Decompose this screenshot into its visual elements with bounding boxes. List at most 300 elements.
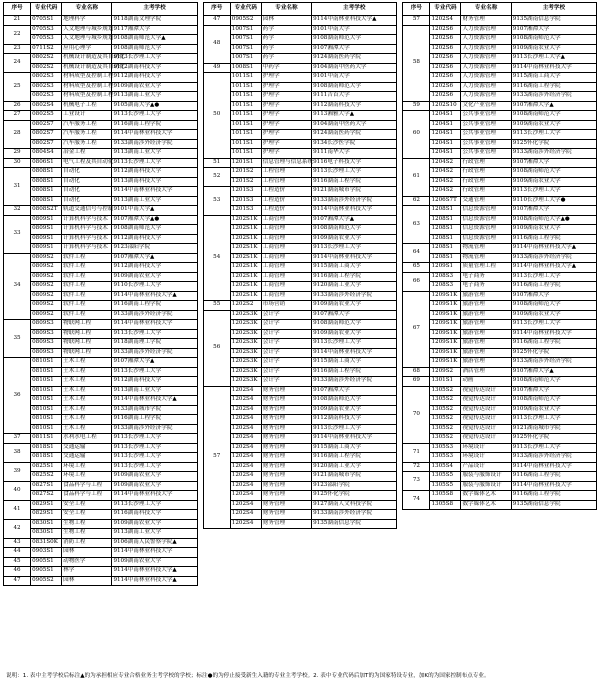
school-name: 9109湖南农业大学 <box>112 481 197 491</box>
major-code: 0809S1 <box>31 215 62 225</box>
school-name: 9113长沙理工大学 <box>112 500 197 510</box>
school-name: 9108湖南师范大学 <box>312 225 397 235</box>
school-name: 9120湖南工业大学 <box>312 282 397 292</box>
major-code: 0802S7 <box>31 130 62 140</box>
major-code: 1305S8 <box>430 500 461 510</box>
major-name: 工商管理 <box>261 225 311 235</box>
major-name: 机械电子工程 <box>62 101 112 111</box>
major-name: 电子商务 <box>461 272 511 282</box>
column-header: 专业代码 <box>230 3 261 16</box>
header-row <box>4 3 198 16</box>
major-name: 物联网工程 <box>62 329 112 339</box>
serial-number: 47 <box>203 16 230 26</box>
major-code: 0809S2 <box>31 291 62 301</box>
major-code: 1305S3 <box>430 453 461 463</box>
major-name: 机械设计制造及其自动化 <box>62 54 112 64</box>
major-code: 1007S1 <box>230 35 261 45</box>
table-row <box>403 44 597 54</box>
major-name: 财务管理 <box>261 386 311 396</box>
table-row <box>4 329 198 339</box>
school-name: 9111吉首大学 <box>312 92 397 102</box>
major-name: 公共事业管理 <box>461 111 511 121</box>
major-name: 环境工程 <box>62 462 112 472</box>
serial-number: 41 <box>4 500 31 519</box>
table-row <box>4 149 198 159</box>
major-name: 中药学 <box>261 63 311 73</box>
major-name: 人力资源管理 <box>461 54 511 64</box>
table-row <box>4 139 198 149</box>
school-name: 9107湘潭大学 <box>511 25 596 35</box>
table-row <box>4 367 198 377</box>
major-code: 1011S1 <box>230 120 261 130</box>
serial-number: 54 <box>203 215 230 301</box>
school-name: 9112湖南科技大学 <box>112 377 197 387</box>
major-code: 1202S6 <box>430 35 461 45</box>
school-name: 9107湘潭大学▲● <box>112 215 197 225</box>
major-code: 0811S1 <box>31 434 62 444</box>
table-row <box>403 415 597 425</box>
major-name: 旅游管理 <box>461 291 511 301</box>
school-name: 9108湖南师范大学 <box>511 111 596 121</box>
table-row <box>4 63 198 73</box>
serial-number: 57 <box>203 386 230 529</box>
school-name: 9115湖南工商大学 <box>312 263 397 273</box>
school-name: 9108湖南师范大学 <box>312 82 397 92</box>
major-name: 园林 <box>261 16 311 26</box>
school-name: 9113长沙理工大学 <box>112 111 197 121</box>
school-name: 9116湖南工程学院 <box>511 491 596 501</box>
table-row <box>203 139 397 149</box>
table-row <box>4 557 198 567</box>
major-name: 财务管理 <box>261 405 311 415</box>
school-name: 9110长沙理工大学 <box>112 282 197 292</box>
school-name: 9108湖南师范大学▲ <box>112 35 197 45</box>
school-name: 9108湖南师范大学 <box>312 320 397 330</box>
table-row <box>203 196 397 206</box>
school-name: 9113湖南工业大学 <box>112 529 197 539</box>
school-name: 9114中南林业科技大学 <box>312 348 397 358</box>
school-name: 9116湖南工程学院 <box>312 272 397 282</box>
major-code: 0808S1 <box>31 196 62 206</box>
school-name: 9113长沙理工大学 <box>511 130 596 140</box>
major-name: 环境设计 <box>461 443 511 453</box>
major-code: 1202S4 <box>230 405 261 415</box>
serial-number: 32 <box>4 206 31 216</box>
major-name: 旅游管理 <box>461 329 511 339</box>
major-code: 0808S2T <box>31 206 62 216</box>
major-code: 0809S3 <box>31 320 62 330</box>
table-row <box>403 25 597 35</box>
major-name: 计算机科学与技术 <box>62 225 112 235</box>
school-name: 9113湖南科技大学 <box>112 177 197 187</box>
school-name: 9114中南林业科技大学 <box>511 462 596 472</box>
school-name: 9135湖南信息学院 <box>511 500 596 510</box>
school-name: 9133湖南城市学院 <box>112 405 197 415</box>
table-row <box>203 500 397 510</box>
school-name: 9101中南大学 <box>312 73 397 83</box>
column-header: 主考学校 <box>312 3 397 16</box>
table-row <box>403 396 597 406</box>
major-name: 会计学 <box>261 329 311 339</box>
footnote: 说明：1. 表中主考学校后标注▲的为承担相应专业合格业务主考学校的学校；标注●的为停止接受新生入籍的专业主考学校。2. 表中专业代码后加T的为国家特设专业，加K的为国家控制布点专业。 <box>6 673 490 679</box>
major-code: 1209S1K <box>430 301 461 311</box>
school-name: 9108湖南师范大学 <box>112 44 197 54</box>
school-name: 9133湖南涉外经济学院 <box>112 348 197 358</box>
major-name: 财务管理 <box>261 519 311 529</box>
major-code: 1011S1 <box>230 73 261 83</box>
major-name: 工商管理 <box>261 244 311 254</box>
table-row <box>403 424 597 434</box>
major-name: 信息资源管理 <box>461 225 511 235</box>
major-code: 0905S2 <box>31 576 62 586</box>
major-name: 安全工程 <box>62 500 112 510</box>
school-name: 9116湖南工程学院 <box>112 120 197 130</box>
school-name: 9108湖南师范大学 <box>312 35 397 45</box>
major-name: 土木工程 <box>62 386 112 396</box>
major-name: 地理科学 <box>62 16 112 26</box>
major-name: 信息管理与信息系统 <box>261 158 311 168</box>
major-name: 护理学 <box>261 92 311 102</box>
table-row <box>4 472 198 482</box>
major-code: 0809S2 <box>31 282 62 292</box>
major-name: 会计学 <box>261 358 311 368</box>
serial-number: 69 <box>403 377 430 387</box>
table-row <box>4 92 198 102</box>
major-code: 0808S1 <box>31 177 62 187</box>
school-name: 9104湖南中医药大学 <box>312 120 397 130</box>
table-row <box>403 472 597 482</box>
table-row <box>203 244 397 254</box>
major-code: 1202S4 <box>230 415 261 425</box>
major-code: 0810S1 <box>31 415 62 425</box>
table-row <box>203 396 397 406</box>
serial-number: 23 <box>4 44 31 54</box>
major-name: 财务管理 <box>261 500 311 510</box>
table-row <box>203 491 397 501</box>
exam-major-table-grid <box>3 2 597 666</box>
major-code: 1202S4 <box>230 472 261 482</box>
school-name: 9109湖南农业大学 <box>112 472 197 482</box>
school-name: 9109湖南农业大学 <box>112 272 197 282</box>
table-row <box>403 215 597 225</box>
major-code: 0705S3 <box>31 35 62 45</box>
major-name: 服装与服饰设计 <box>461 481 511 491</box>
serial-number: 55 <box>203 301 230 311</box>
major-code: 1204S2 <box>430 168 461 178</box>
major-code: 1202S4 <box>230 510 261 520</box>
serial-number: 46 <box>4 567 31 577</box>
major-code: 1209S2 <box>430 367 461 377</box>
serial-number: 42 <box>4 519 31 538</box>
table-row <box>203 462 397 472</box>
school-name: 9109湖南农业大学 <box>112 519 197 529</box>
major-code: 1204S2 <box>430 187 461 197</box>
school-name: 9113长沙理工大学 <box>511 187 596 197</box>
serial-number: 27 <box>4 111 31 121</box>
major-code: 1209S1 <box>430 263 461 273</box>
major-code: 0809S3 <box>31 348 62 358</box>
major-code: 1202S4 <box>230 462 261 472</box>
serial-number: 35 <box>4 320 31 358</box>
major-code: 1209S1K <box>430 329 461 339</box>
serial-number: 68 <box>403 367 430 377</box>
school-name: 9133湖南涉外经济学院 <box>312 196 397 206</box>
major-name: 工商管理 <box>261 263 311 273</box>
major-name: 工商管理 <box>261 282 311 292</box>
major-code: 0705S1 <box>31 16 62 26</box>
serial-number: 26 <box>4 101 31 111</box>
school-name: 9108湖南师范大学 <box>312 396 397 406</box>
major-name: 软件工程 <box>62 291 112 301</box>
column-header: 专业名称 <box>461 3 511 16</box>
table-row <box>4 453 198 463</box>
major-name: 公共事业管理 <box>461 139 511 149</box>
major-name: 材料成型及控制工程 <box>62 92 112 102</box>
school-name: 9127湖南人文科技学院 <box>312 500 397 510</box>
major-code: 1305S2 <box>430 434 461 444</box>
school-name: 9133湖南涉外经济学院 <box>112 139 197 149</box>
table-row <box>203 405 397 415</box>
major-name: 财务管理 <box>261 415 311 425</box>
major-name: 人力资源管理 <box>461 44 511 54</box>
serial-number: 58 <box>403 25 430 101</box>
major-name: 软件工程 <box>62 301 112 311</box>
school-name: 9114中南林业科技大学 <box>112 187 197 197</box>
major-name: 园林 <box>62 576 112 586</box>
major-code: 0809S2 <box>31 253 62 263</box>
major-code: 0810S1 <box>31 424 62 434</box>
major-name: 旅游管理 <box>461 339 511 349</box>
major-name: 信息资源管理 <box>461 206 511 216</box>
serial-number: 62 <box>403 196 430 206</box>
serial-number: 38 <box>4 443 31 462</box>
table-row <box>403 234 597 244</box>
major-name: 自动化 <box>62 187 112 197</box>
major-name: 交通运输 <box>62 443 112 453</box>
major-name: 物流管理 <box>461 253 511 263</box>
serial-number: 65 <box>403 263 430 273</box>
major-name: 行政管理 <box>461 177 511 187</box>
school-name: 9116湖南工程学院 <box>312 367 397 377</box>
major-name: 旅游管理 <box>461 348 511 358</box>
serial-number: 71 <box>403 443 430 462</box>
school-name: 9114中南林业科技大学 <box>112 130 197 140</box>
serial-number: 30 <box>4 158 31 168</box>
serial-number: 67 <box>403 291 430 367</box>
major-code: 0802S2 <box>31 63 62 73</box>
table-row <box>4 120 198 130</box>
school-name: 9115湖南工商大学 <box>511 73 596 83</box>
school-name: 9109湖南农业大学 <box>312 301 397 311</box>
school-name: 9109湖南农业大学 <box>511 310 596 320</box>
table-row <box>403 443 597 453</box>
major-code: 1202S4 <box>230 386 261 396</box>
table-row <box>4 491 198 501</box>
major-code: 1209S1K <box>430 358 461 368</box>
table-row <box>203 25 397 35</box>
table-row <box>203 291 397 301</box>
major-name: 护理学 <box>261 120 311 130</box>
table-row <box>403 177 597 187</box>
major-code: 1305S4 <box>430 462 461 472</box>
major-name: 物联网工程 <box>62 348 112 358</box>
school-name: 9124湖南医药学院 <box>312 130 397 140</box>
major-code: 0705S3 <box>31 25 62 35</box>
school-name: 9109湖南农业大学 <box>312 234 397 244</box>
school-name: 9113湖南工业大学 <box>112 149 197 159</box>
school-name: 9123邵阳学院 <box>112 244 197 254</box>
table-row <box>403 111 597 121</box>
column-header: 序号 <box>203 3 230 16</box>
table-row <box>403 339 597 349</box>
major-name: 数字媒体艺术 <box>461 491 511 501</box>
table-row <box>4 282 198 292</box>
major-table <box>203 2 398 529</box>
major-code: 1204S1 <box>430 149 461 159</box>
major-code: 1208S3 <box>430 282 461 292</box>
school-name: 9133湖南涉外经济学院 <box>112 310 197 320</box>
table-row <box>4 206 198 216</box>
major-name: 会计学 <box>261 377 311 387</box>
school-name: 9134长沙医学院 <box>312 139 397 149</box>
major-name: 动物医学 <box>62 557 112 567</box>
school-name: 9104湖南中医药大学 <box>312 63 397 73</box>
table-row <box>4 320 198 330</box>
major-name: 软件工程 <box>62 263 112 273</box>
table-row <box>403 158 597 168</box>
major-code: 1204S2 <box>430 158 461 168</box>
school-name: 9109湖南农业大学 <box>312 329 397 339</box>
table-row <box>4 54 198 64</box>
major-name: 自动化 <box>62 196 112 206</box>
school-name: 9116湖南工程学院 <box>511 282 596 292</box>
table-row <box>4 405 198 415</box>
major-code: 0808S1 <box>31 187 62 197</box>
table-row <box>4 168 198 178</box>
serial-number: 57 <box>403 16 430 26</box>
major-name: 质量管理工程 <box>461 263 511 273</box>
table-row <box>403 434 597 444</box>
major-code: 1305S2 <box>430 424 461 434</box>
major-code: 1202S4 <box>230 396 261 406</box>
school-name: 9116湖南工程学院 <box>511 472 596 482</box>
major-name: 视觉传达设计 <box>461 415 511 425</box>
school-name: 9113长沙理工大学 <box>511 272 596 282</box>
major-code: 1202S3K <box>230 358 261 368</box>
major-name: 计算机科学与技术 <box>62 215 112 225</box>
table-row <box>203 149 397 159</box>
table-row <box>403 168 597 178</box>
serial-number: 51 <box>203 158 230 168</box>
school-name: 9107湘潭大学▲ <box>112 253 197 263</box>
major-code: 0802S4 <box>31 101 62 111</box>
table-row <box>4 101 198 111</box>
school-name: 9108湖南师范大学 <box>112 225 197 235</box>
major-code: 0818S1 <box>31 453 62 463</box>
table-row <box>203 453 397 463</box>
table-row <box>4 443 198 453</box>
major-name: 视觉传达设计 <box>461 434 511 444</box>
major-code: 0810S1 <box>31 358 62 368</box>
major-code: 1305S2 <box>430 386 461 396</box>
table-row <box>4 158 198 168</box>
table-row <box>4 548 198 558</box>
school-name: 9121湖南城市学院 <box>312 187 397 197</box>
major-code: 1209S1K <box>430 339 461 349</box>
column-header: 专业代码 <box>31 3 62 16</box>
serial-number: 44 <box>4 548 31 558</box>
school-name: 9114中南林业科技大学▲ <box>112 396 197 406</box>
school-name: 9114中南林业科技大学 <box>511 63 596 73</box>
major-name: 财务管理 <box>261 396 311 406</box>
major-name: 轨道交通信号与控制 <box>62 206 112 216</box>
school-name: 9113湖南工业大学 <box>112 386 197 396</box>
major-code: 0809S1 <box>31 225 62 235</box>
table-row <box>4 44 198 54</box>
table-row <box>403 16 597 26</box>
table-row <box>203 130 397 140</box>
school-name: 9133湖南涉外经济学院 <box>511 92 596 102</box>
major-code: 1208S1 <box>430 206 461 216</box>
table-row <box>203 215 397 225</box>
major-name: 工商管理 <box>261 272 311 282</box>
major-code: 0802S3 <box>31 82 62 92</box>
serial-number: 73 <box>403 472 430 491</box>
major-code: 1208S1 <box>430 244 461 254</box>
school-name: 9107湘潭大学▲ <box>312 215 397 225</box>
table-row <box>203 225 397 235</box>
table-row <box>403 320 597 330</box>
major-name: 公共事业管理 <box>461 130 511 140</box>
table-row <box>203 358 397 368</box>
serial-number: 45 <box>4 557 31 567</box>
major-name: 行政管理 <box>461 168 511 178</box>
table-row <box>4 434 198 444</box>
school-name: 9107湘潭大学 <box>511 386 596 396</box>
school-name: 9116电子科技大学 <box>312 158 397 168</box>
major-code: 1202S3K <box>230 377 261 387</box>
school-name: 9133湖南涉外经济学院 <box>312 377 397 387</box>
school-name: 9108湖南师范大学▲● <box>511 215 596 225</box>
school-name: 9135湖南信息学院 <box>312 519 397 529</box>
table-row <box>203 367 397 377</box>
table-row <box>403 462 597 472</box>
major-name: 护理学 <box>261 130 311 140</box>
school-name: 9109湖南农业大学 <box>511 120 596 130</box>
major-name: 人力资源管理 <box>461 25 511 35</box>
table-row <box>203 377 397 387</box>
table-row <box>403 149 597 159</box>
serial-number: 43 <box>4 538 31 548</box>
major-name: 财务管理 <box>261 491 311 501</box>
table-row <box>403 54 597 64</box>
school-name: 9109湖南农业大学 <box>511 44 596 54</box>
table-row <box>403 82 597 92</box>
major-code: 1202S6 <box>430 54 461 64</box>
school-name: 9121湖南城市学院 <box>312 472 397 482</box>
major-name: 旅游管理 <box>461 301 511 311</box>
major-name: 行政管理 <box>461 158 511 168</box>
table-row <box>4 82 198 92</box>
table-row <box>4 35 198 45</box>
table-row <box>203 63 397 73</box>
major-name: 工程管理 <box>261 177 311 187</box>
major-name: 药学 <box>261 25 311 35</box>
table-row <box>4 73 198 83</box>
table-row <box>4 225 198 235</box>
school-name: 9113长沙理工大学 <box>312 424 397 434</box>
school-name: 9116湖南工程学院 <box>511 82 596 92</box>
